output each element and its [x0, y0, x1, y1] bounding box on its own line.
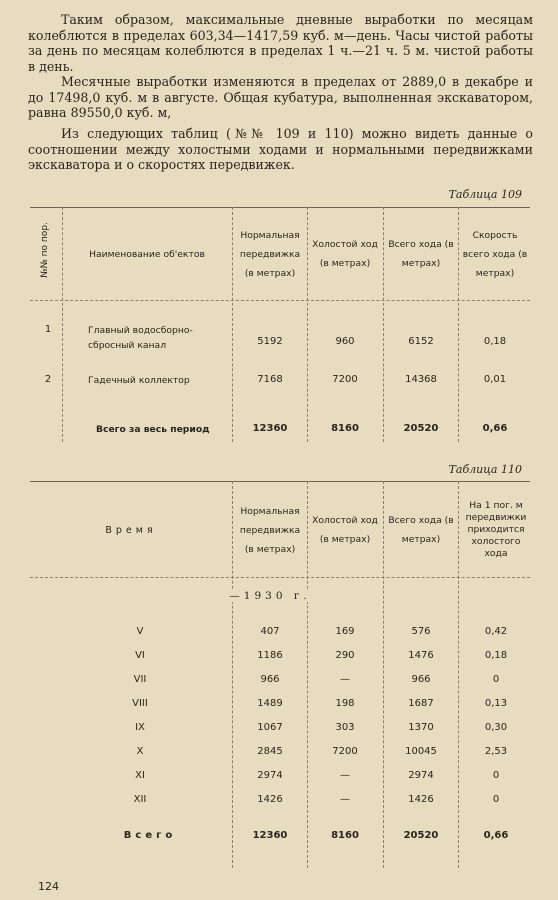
t109-total-idle: 8160 — [331, 423, 359, 434]
t109-row2-idle: 7200 — [332, 374, 358, 385]
t110-row-total: 966 — [411, 674, 431, 685]
t109-col-divider — [232, 207, 233, 442]
t110-row-idle: 303 — [335, 722, 355, 733]
t109-row1-speed: 0,18 — [483, 336, 507, 347]
t110-row-ratio: 0,30 — [484, 722, 508, 733]
t110-row-total: 1426 — [408, 794, 434, 805]
t110-col-divider — [458, 481, 459, 868]
t110-col-divider — [307, 481, 308, 868]
t110-row-normal: 1426 — [257, 794, 283, 805]
t109-row2-speed: 0,01 — [483, 374, 507, 385]
t110-row-idle: — — [340, 794, 350, 805]
t110-row-idle: 169 — [335, 626, 355, 637]
t110-row-normal: 407 — [260, 626, 280, 637]
t110-row-idle: 7200 — [332, 746, 358, 757]
t110-row-ratio: 2,53 — [484, 746, 508, 757]
paragraph-2: Месячные выработки изменяются в пределах от 2889,0 в декабре и до 17498,0 куб. м в августе. Общая кубатура, выполненная экскаватором, равна 89550,0 куб. м, — [28, 74, 533, 120]
t109-col-divider — [307, 207, 308, 442]
t109-row1-normal: 5192 — [257, 336, 283, 347]
t109-row2-name: Гадечный коллектор — [88, 375, 190, 386]
table-109-top-rule — [30, 207, 530, 208]
t110-row-month: VI — [135, 650, 145, 661]
t109-total-total: 20520 — [403, 423, 439, 434]
t110-header-normal: Нормальная передвижка (в метрах) — [239, 505, 301, 555]
t110-row-normal: 2974 — [257, 770, 283, 781]
t110-row-idle: — — [340, 674, 350, 685]
t109-row2-normal: 7168 — [257, 374, 283, 385]
t110-row-normal: 1489 — [257, 698, 283, 709]
t110-row-month: VII — [133, 674, 147, 685]
page-number: 124 — [38, 880, 59, 893]
t110-row-ratio: 0 — [492, 674, 500, 685]
t110-total-ratio: 0,66 — [483, 830, 509, 841]
t110-row-ratio: 0,42 — [484, 626, 508, 637]
t110-row-normal: 966 — [260, 674, 280, 685]
t110-total-normal: 12360 — [252, 830, 288, 841]
t109-row1-total: 6152 — [408, 336, 434, 347]
t110-row-total: 10045 — [405, 746, 437, 757]
t109-header-num: №№ по пор. — [40, 222, 50, 278]
t109-header-speed: Скорость всего хода (в метрах) — [462, 229, 528, 279]
t110-total-idle: 8160 — [331, 830, 359, 841]
paragraph-3: Из следующих таблиц (№№ 109 и 110) можно видеть данные о соотношении между холостыми ходами и нормальными передвижками экскаватора и о скоростях передвижек. — [28, 126, 533, 172]
t110-row-month: V — [136, 626, 144, 637]
t110-header-total: Всего хода (в метрах) — [388, 515, 454, 545]
t110-row-total: 1476 — [408, 650, 434, 661]
t110-row-normal: 1067 — [257, 722, 283, 733]
t110-row-total: 1370 — [408, 722, 434, 733]
t109-col-divider — [383, 207, 384, 442]
table-110-caption: Таблица 110 — [448, 463, 522, 476]
t109-header-idle: Холостой ход (в метрах) — [312, 239, 378, 269]
t110-row-normal: 1186 — [257, 650, 283, 661]
t109-row1-name: Главный водосборно-сбросный канал — [88, 325, 193, 351]
t110-total-total: 20520 — [403, 830, 439, 841]
t110-row-ratio: 0 — [492, 770, 500, 781]
table-109-header-rule — [30, 300, 530, 301]
table-110-header-rule — [30, 577, 530, 578]
t109-header-name: Наименование об'ектов — [89, 248, 205, 260]
t110-row-idle: 198 — [335, 698, 355, 709]
t110-col-divider — [232, 481, 233, 868]
t110-total-label: Всего — [123, 830, 177, 841]
t110-row-idle: 290 — [335, 650, 355, 661]
t110-row-ratio: 0,13 — [484, 698, 508, 709]
t110-row-month: IX — [135, 722, 145, 733]
t110-header-idle: Холостой ход (в метрах) — [312, 515, 378, 545]
t110-header-time: Время — [105, 524, 157, 536]
t110-header-per-m: На 1 пог. м передвижки приходится холостого хода — [465, 500, 527, 559]
t109-header-normal: Нормальная передвижка (в метрах) — [239, 229, 301, 279]
table-109-caption: Таблица 109 — [448, 188, 522, 201]
paragraph-1: Таким образом, максимальные дневные выработки по месяцам колеблются в пределах 603,34—1417,59 куб. м—день. Часы чистой работы за день по месяцам колеблются в пределах 1 ч.—21 ч. 5 м. чистой работы в день. — [28, 12, 533, 74]
t110-row-total: 1687 — [408, 698, 434, 709]
t109-total-normal: 12360 — [252, 423, 288, 434]
t109-row2-num: 2 — [44, 374, 52, 385]
t109-row2-total: 14368 — [405, 374, 437, 385]
t109-row1-num: 1 — [44, 324, 52, 335]
t109-col-divider — [62, 207, 63, 442]
t109-row1-idle: 960 — [335, 336, 355, 347]
t109-header-total: Всего хода (в метрах) — [388, 239, 454, 269]
t110-col-divider — [383, 481, 384, 868]
t110-row-ratio: 0,18 — [484, 650, 508, 661]
t110-row-ratio: 0 — [492, 794, 500, 805]
t110-row-idle: — — [340, 770, 350, 781]
t109-col-divider — [458, 207, 459, 442]
t110-row-month: X — [136, 746, 144, 757]
t110-row-month: XI — [135, 770, 145, 781]
t109-total-label: Всего за весь период — [96, 424, 210, 435]
t109-total-speed: 0,66 — [482, 423, 508, 434]
t110-row-normal: 2845 — [257, 746, 283, 757]
t110-row-month: VIII — [132, 698, 148, 709]
t110-row-month: XII — [133, 794, 147, 805]
t110-year-label: —1930 г. — [215, 590, 325, 602]
table-110-top-rule — [30, 481, 530, 482]
t110-row-total: 576 — [411, 626, 431, 637]
t110-row-total: 2974 — [408, 770, 434, 781]
